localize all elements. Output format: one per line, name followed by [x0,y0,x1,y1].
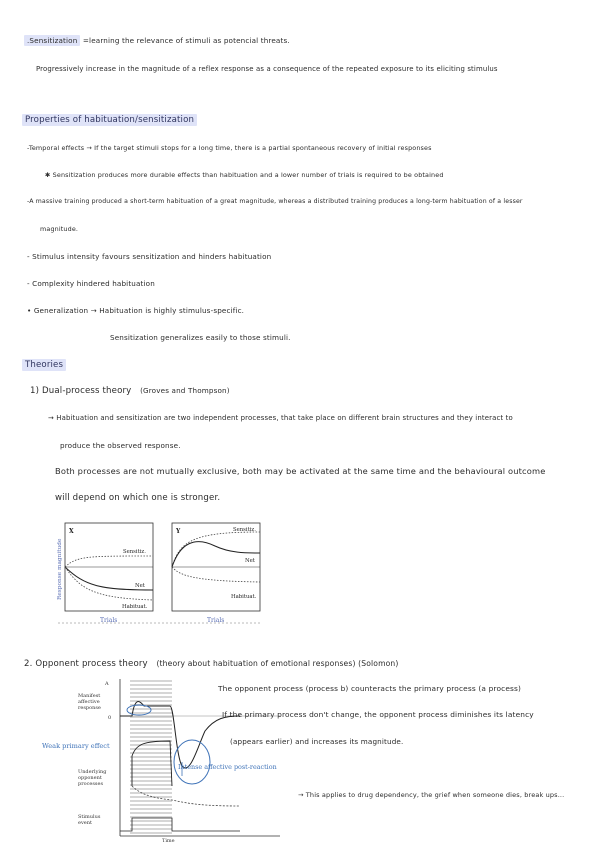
stimulus-label-2: event [78,820,92,826]
panel-x-habituation-label: Habituat. [122,604,148,610]
underlying-label-3: processes [78,781,104,787]
opponent-process-title: 2. Opponent process theory (theory about habituation of emotional responses) (Solomon) [24,659,399,669]
manifest-label-3: response [78,705,101,711]
manifest-label-1: Manifest [78,693,101,699]
panel-y-habituation-curve [172,567,260,582]
panel-y-habituation-label: Habituat. [231,594,257,600]
property-massive: -A massive training produced a short-term habituation of a great magnitude, whereas a distributed training produces a long-term habituation of a lesser [27,198,523,205]
axis-a-label: A [105,681,109,687]
panel-x-sensitization-curve [65,556,153,567]
underlying-label-2: opponent [78,775,102,781]
dual-process-figure [55,518,265,630]
opponent-line-1: The opponent process (process b) counteracts the primary process (a process) [218,684,522,693]
stimulus-label-1: Stimulus [78,814,101,820]
panel-y-xlabel: Trials [207,617,225,624]
axis-zero-label: 0 [108,715,112,721]
property-generalization: • Generalization → Habituation is highly stimulus-specific. [27,306,245,315]
properties-heading: Properties of habituation/sensitization [22,116,197,125]
opponent-note: → This applies to drug dependency, the grief when someone dies, break ups... [298,791,565,799]
weak-primary-effect-label: Weak primary effect [42,742,110,750]
dual-line-4: will depend on which one is stronger. [55,493,221,503]
figure-ylabel: Response magnitude [57,538,63,600]
time-label: Time [162,838,175,844]
panel-x-sensitization-label: Sensitiz. [123,549,146,555]
dual-line-2: produce the observed response. [60,441,181,450]
property-generalization-cont: Sensitization generalizes easily to those stimuli. [110,333,291,342]
dual-line-3: Both processes are not mutually exclusive, both may be activated at the same time and the behavioural outcome [55,466,546,476]
property-massive-cont: magnitude. [40,225,79,233]
property-temporal: -Temporal effects → If the target stimuli stops for a long time, there is a partial spontaneous recovery of initial responses [27,144,432,152]
intro-line [24,37,290,44]
panel-x-label: X [69,528,74,535]
manifest-label-2: affective [78,699,100,705]
panel-y-label: Y [176,528,181,535]
opponent-process-figure [40,676,290,846]
definition-text: =learning the relevance of stimuli as potencial threats. [82,36,290,45]
property-durable: ✱ Sensitization produces more durable effects than habituation and a lower number of trials is required to be obtained [45,171,444,179]
theories-heading: Theories [22,361,66,370]
panel-x-xlabel: Trials [100,617,118,624]
term-sensitization: .Sensitization [24,35,80,46]
property-complexity: - Complexity hindered habituation [27,279,155,288]
opponent-line-2: If the primary process don't change, the opponent process diminishes its latency [222,710,534,719]
intense-post-reaction-label: Intense affective post-reaction [178,763,277,771]
panel-y-net-label: Net [245,558,255,564]
dual-line-1: → Habituation and sensitization are two independent processes, that take place on different brain structures and they interact to [48,414,513,422]
opponent-line-3: (appears earlier) and increases its magnitude. [230,737,404,746]
property-intensity: - Stimulus intensity favours sensitization and hinders habituation [27,252,272,261]
panel-y-sensitization-label: Sensitiz. [233,527,256,533]
underlying-label-1: Underlying [78,769,107,775]
description-text: Progressively increase in the magnitude of a reflex response as a consequence of the repeated exposure to its eliciting stimulus [36,65,498,73]
panel-x-net-label: Net [135,583,145,589]
dual-process-title: 1) Dual-process theory (Groves and Thompson) [30,386,230,396]
